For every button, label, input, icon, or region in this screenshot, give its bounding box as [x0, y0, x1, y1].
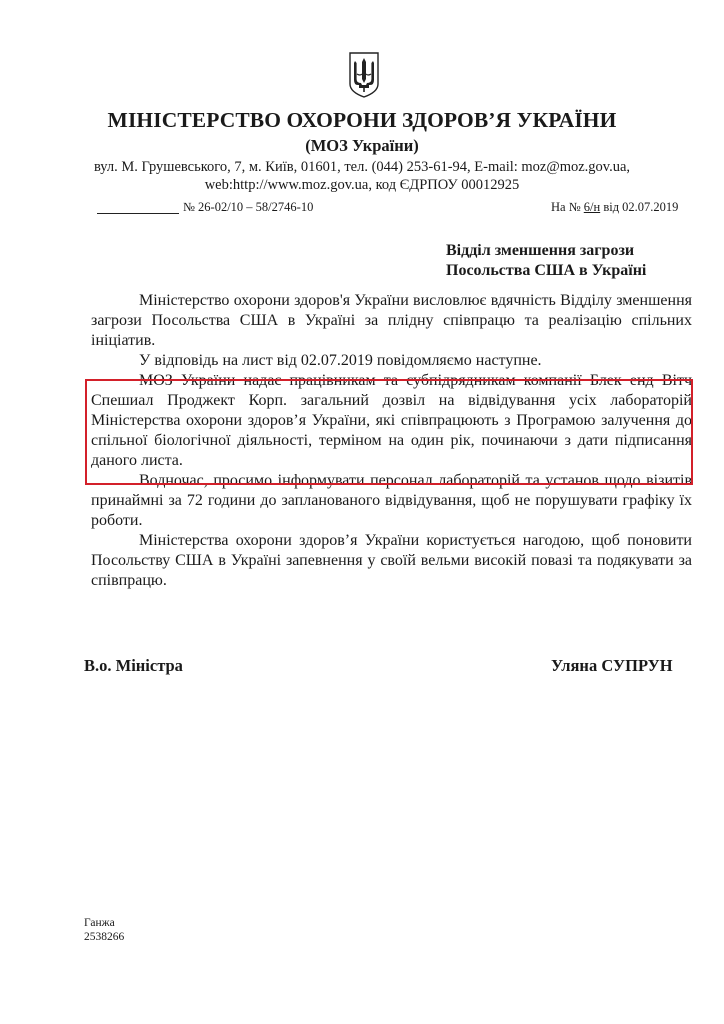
address-line-1: вул. М. Грушевського, 7, м. Київ, 01601, тел. (044) 253-61-94, E-mail: moz@moz.gov.ua,	[93, 159, 631, 175]
executor-block	[84, 916, 124, 944]
signatory-name: Уляна СУПРУН	[551, 656, 673, 675]
organization-name: МІНІСТЕРСТВО ОХОРОНИ ЗДОРОВ’Я УКРАЇНИ	[107, 108, 617, 132]
address-line-2: web:http://www.moz.gov.ua, код ЄДРПОУ 00012925	[204, 177, 520, 193]
body-paragraph-2: У відповідь на лист від 02.07.2019 повідомляємо наступне.	[139, 352, 542, 369]
executor-name: Ганжа	[84, 917, 115, 929]
tryzub-coat-of-arms-icon	[349, 52, 379, 98]
incoming-date: від 02.07.2019	[603, 200, 679, 214]
incoming-prefix: На №	[551, 200, 581, 214]
date-blank-line	[97, 212, 179, 214]
recipient-block	[446, 241, 646, 281]
body-paragraph-1: Міністерство охорони здоров'я України висловлює вдячність Відділу зменшення загрози Посольства США в Україні за плідну співпрацю та реалізацію спільних ініціатив.	[91, 292, 692, 349]
organization-abbreviation: (МОЗ України)	[305, 136, 419, 155]
body-paragraph-4: Водночас, просимо інформувати персонал лабораторій та установ щодо візитів принаймні за 72 години до запланованого відвідування, щоб не порушувати графіку їх роботи.	[91, 472, 692, 529]
incoming-reference	[551, 200, 678, 215]
recipient-line-1: Відділ зменшення загрози	[446, 242, 635, 259]
body-paragraph-3: МОЗ України надає працівникам та субпідрядникам компанії Блек енд Вітч Спешиал Проджект Корп. загальний дозвіл на відвідування усіх лабораторій Міністерства охорони здоров’я України, які співпрацюють з Програмою залучення до спільної біологічної діяльності, терміном на один рік, починаючи з дати підписання даного листа.	[91, 372, 692, 469]
executor-phone: 2538266	[84, 931, 125, 943]
body-paragraph-5: Міністерства охорони здоров’я України користується нагодою, щоб поновити Посольству США в Україні запевнення у своїй вельми високій повазі та подякувати за співпрацю.	[91, 532, 692, 589]
recipient-line-2: Посольства США в Україні	[446, 262, 647, 279]
signatory-position: В.о. Міністра	[84, 656, 183, 675]
incoming-number: 6/н	[583, 200, 601, 214]
outgoing-reference-number: № 26-02/10 – 58/2746-10	[183, 200, 314, 214]
highlight-box	[85, 379, 693, 485]
